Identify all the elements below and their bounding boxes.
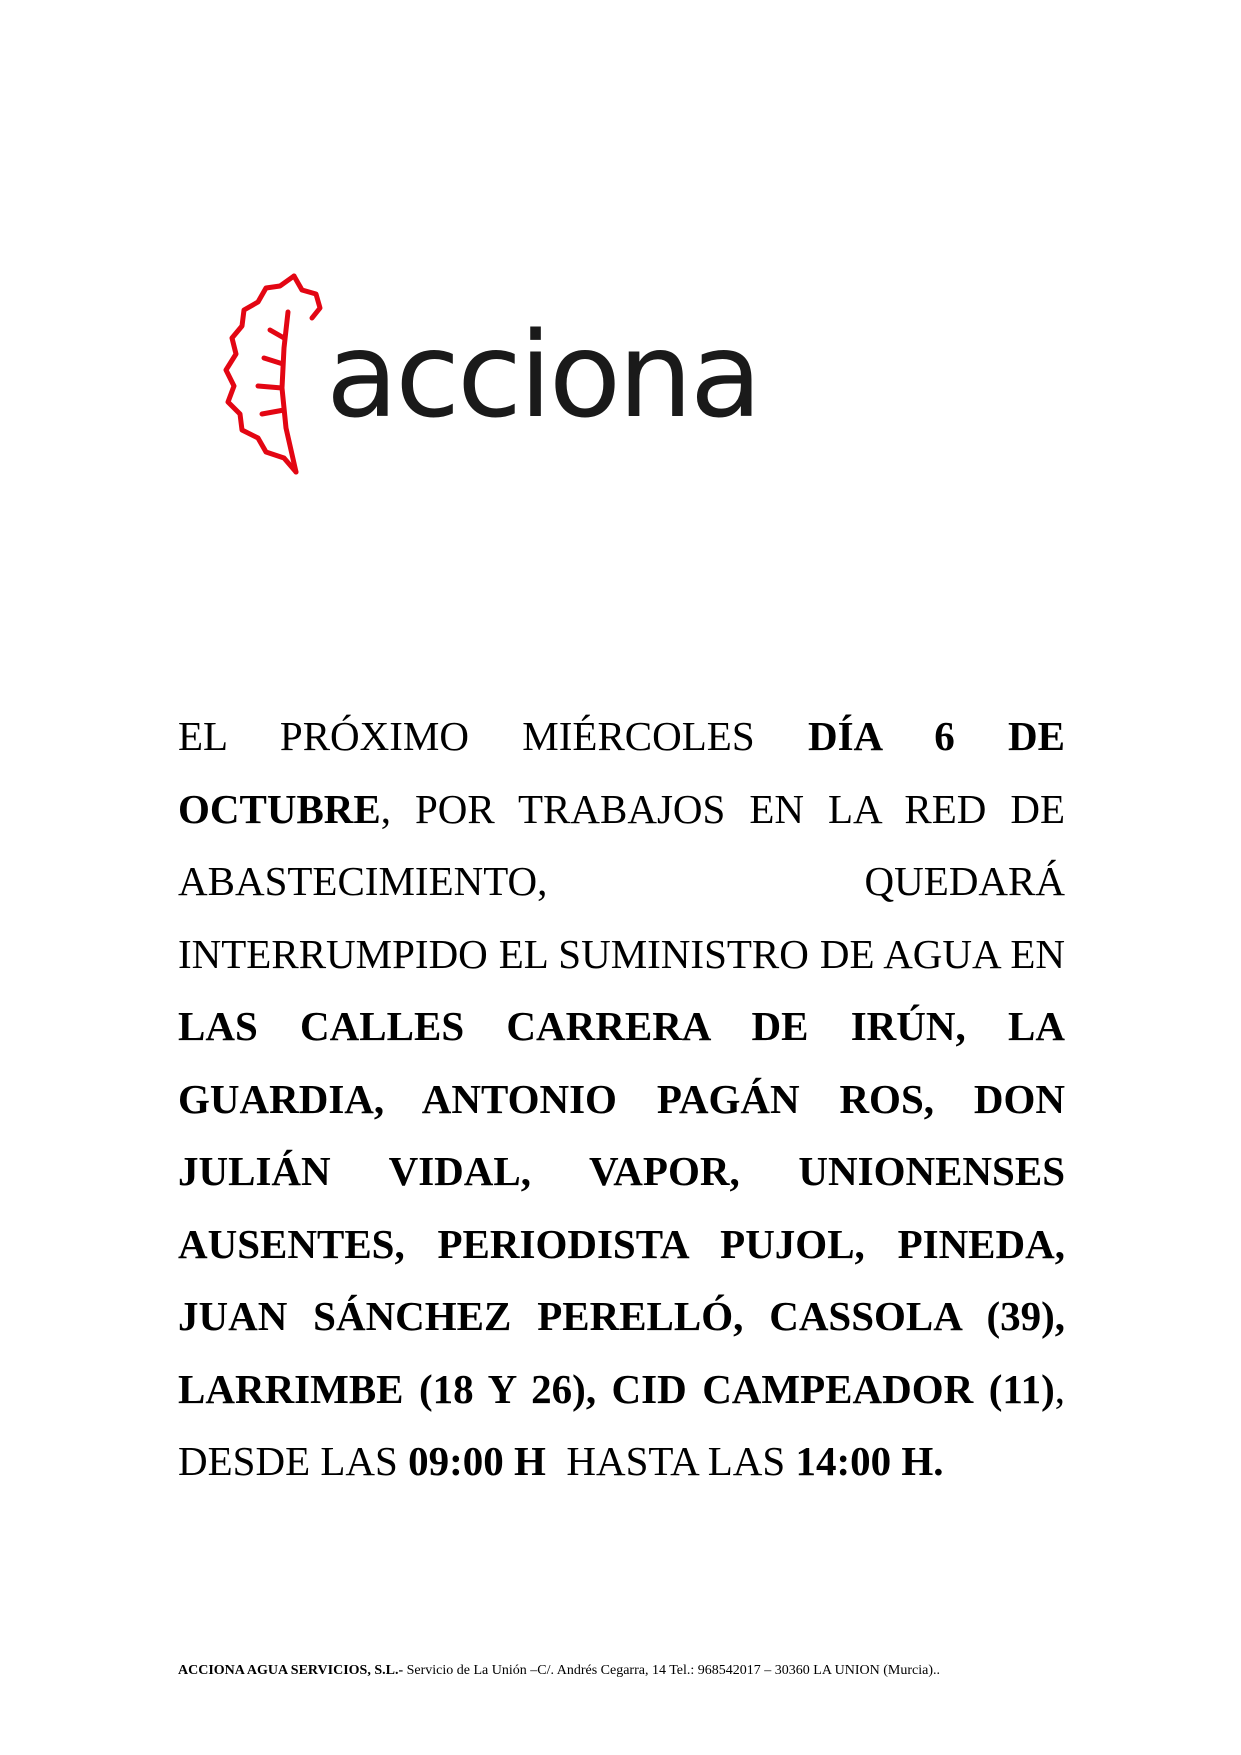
leaf-icon bbox=[222, 268, 332, 478]
notice-end-time: 14:00 H. bbox=[795, 1438, 944, 1484]
footer-details: Servicio de La Unión –C/. Andrés Cegarra, 14 Tel.: 968542017 – 30360 LA UNION (Murcia).. bbox=[403, 1663, 941, 1678]
notice-streets: LAS CALLES CARRERA DE IRÚN, LA GUARDIA, ANTONIO PAGÁN ROS, DON JULIÁN VIDAL, VAPOR, UNIONENSES AUSENTES, PERIODISTA PUJOL, PINEDA, JUAN SÁNCHEZ PERELLÓ, CASSOLA (39), LARRIMBE (18 Y 26), CID CAMPEADOR (11) bbox=[178, 1003, 1065, 1412]
notice-from: , DESDE LAS bbox=[178, 1365, 1065, 1484]
notice-until: HASTA LAS bbox=[545, 1438, 796, 1484]
notice-reason: , POR TRABAJOS EN LA RED DE ABASTECIMIENTO, QUEDARÁ INTERRUMPIDO EL SUMINISTRO DE AGUA EN bbox=[178, 785, 1065, 977]
notice-start-time: 09:00 H bbox=[408, 1438, 546, 1484]
service-interruption-notice bbox=[178, 700, 1065, 1498]
footer bbox=[178, 1662, 1078, 1680]
acciona-wordmark: acciona bbox=[326, 306, 760, 444]
footer-company: ACCIONA AGUA SERVICIOS, S.L.- bbox=[178, 1663, 404, 1678]
notice-date: DÍA 6 DE OCTUBRE bbox=[178, 713, 1066, 832]
notice-intro: EL PRÓXIMO MIÉRCOLES bbox=[178, 713, 808, 759]
acciona-logo bbox=[222, 268, 760, 483]
